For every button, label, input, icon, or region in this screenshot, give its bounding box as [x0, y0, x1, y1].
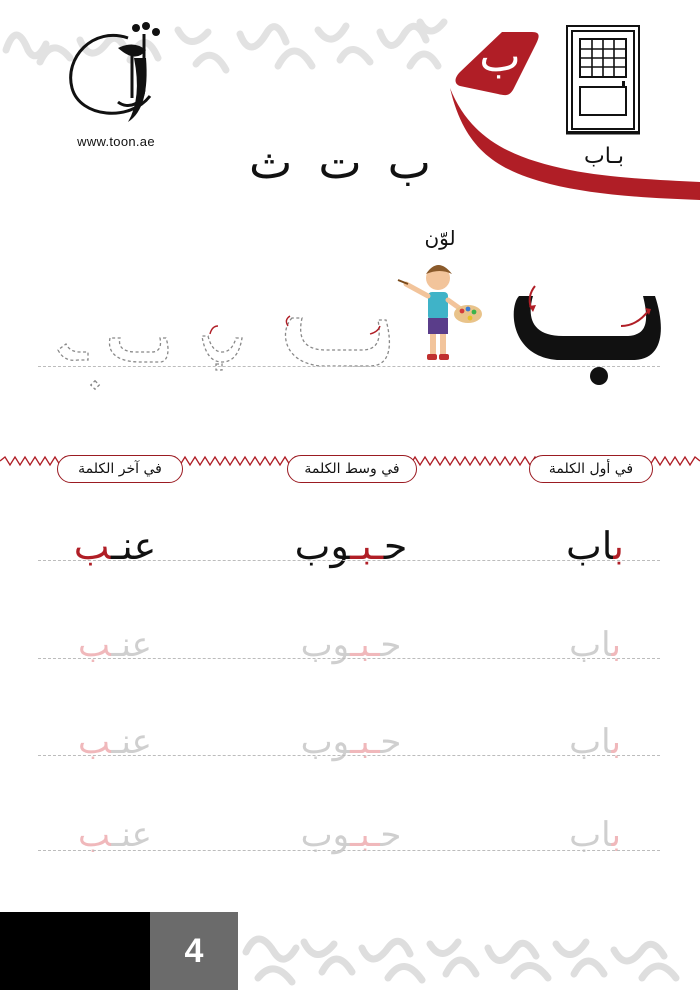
letter-ba: ب — [387, 135, 431, 189]
word-middle-trace-2[interactable]: حـبـوب — [300, 722, 402, 762]
writing-line-4 — [38, 850, 660, 851]
word-start-trace-1[interactable]: باب — [569, 625, 621, 665]
word-middle-model: حـبـوب — [294, 524, 408, 568]
word-end-model: عنـب — [73, 524, 157, 568]
label-word-middle: في وسط الكلمة — [287, 455, 417, 483]
word-middle-trace-1[interactable]: حـبـوب — [300, 625, 402, 665]
background-calligraphy-bottom — [238, 912, 700, 990]
page-number: 4 — [150, 912, 238, 990]
letter-tha: ث — [249, 135, 293, 189]
boy-painter-illustration — [396, 258, 486, 368]
door-icon — [566, 25, 640, 137]
writing-line-3 — [38, 755, 660, 756]
writing-line-1 — [38, 560, 660, 561]
footer-black-block — [0, 912, 150, 990]
word-end-trace-3[interactable]: عنـب — [78, 815, 152, 855]
label-word-end: في آخر الكلمة — [57, 455, 183, 483]
word-start-trace-2[interactable]: باب — [569, 722, 621, 762]
writing-line-2 — [38, 658, 660, 659]
letter-badge: ب — [479, 31, 521, 82]
word-start-model: باب — [566, 524, 624, 568]
word-end-trace-2[interactable]: عنـب — [78, 722, 152, 762]
color-instruction: لوّن — [424, 226, 456, 250]
door-word: بـاب — [584, 144, 624, 169]
letter-ta: ت — [318, 135, 362, 189]
word-start-trace-3[interactable]: باب — [569, 815, 621, 855]
toon-logo — [58, 18, 168, 130]
related-letters — [220, 135, 460, 189]
word-middle-trace-3[interactable]: حـبـوب — [300, 815, 402, 855]
logo-url[interactable]: www.toon.ae — [77, 134, 155, 149]
trace-guide-line — [38, 366, 660, 367]
word-end-trace-1[interactable]: عنـب — [78, 625, 152, 665]
letter-trace-row — [40, 300, 400, 400]
label-word-start: في أول الكلمة — [529, 455, 653, 483]
